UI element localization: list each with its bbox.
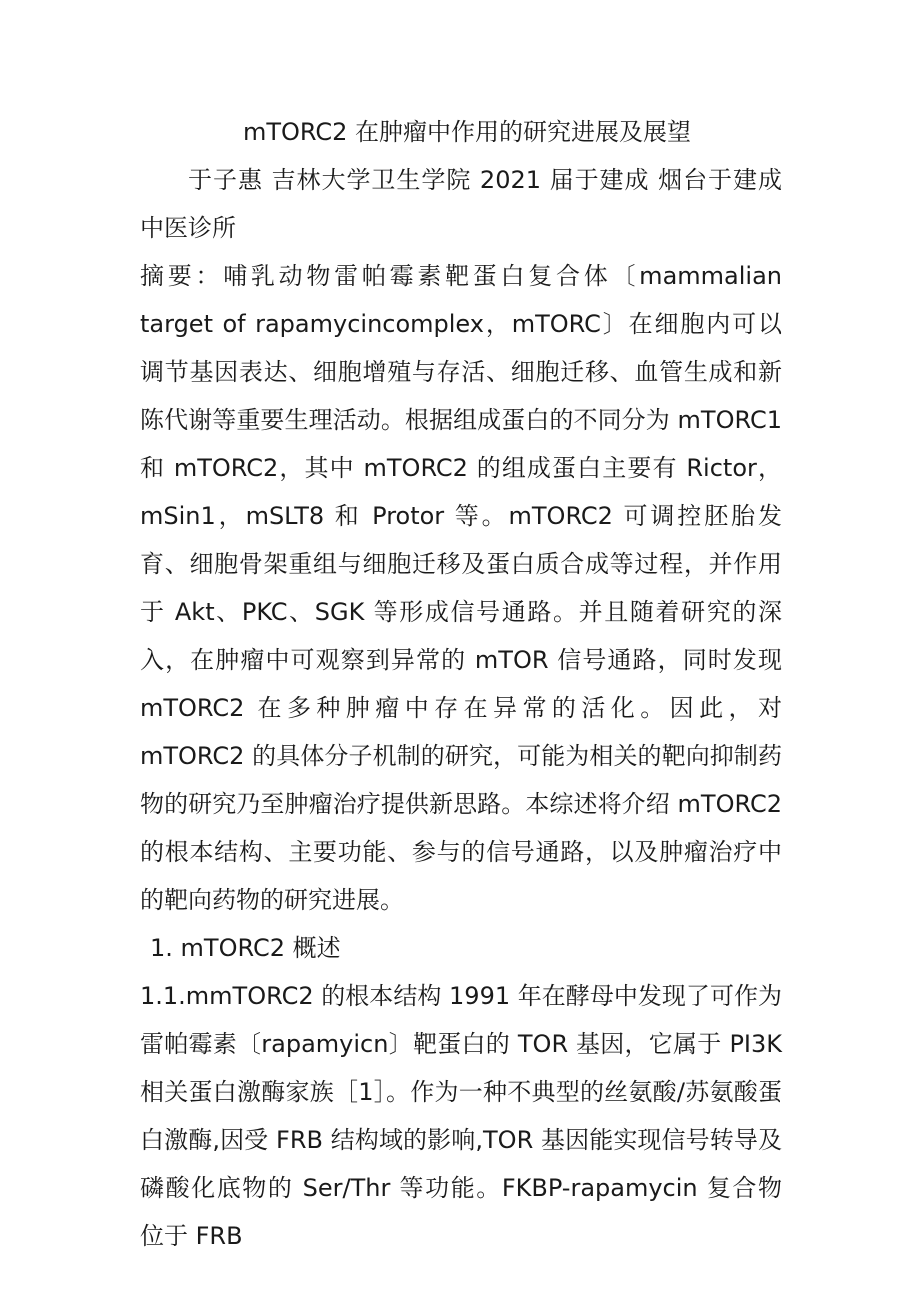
document-title: mTORC2 在肿瘤中作用的研究进展及展望 (242, 118, 692, 146)
section-heading: 1. mTORC2 概述 (150, 934, 341, 962)
document-body (140, 108, 782, 1260)
section-1-1-paragraph: 1.1.mmTORC2 的根本结构 1991 年在酵母中发现了可作为雷帕霉素〔rapamyicn〕靶蛋白的 TOR 基因，它属于 PI3K 相关蛋白激酶家族［1］。作为一种不典型的丝氨酸/苏氨酸蛋白激酶,因受 FRB 结构域的影响,TOR 基因能实现信号转导及磷酸化底物的 Ser/Thr 等功能。FKBP-rapamycin 复合物位于 FRB (140, 982, 782, 1250)
abstract-paragraph: 摘要：哺乳动物雷帕霉素靶蛋白复合体〔mammalian target of rapamycincomplex，mTORC〕在细胞内可以调节基因表达、细胞增殖与存活、细胞迁移、血管生成和新陈代谢等重要生理活动。根据组成蛋白的不同分为 mTORC1 和 mTORC2，其中 mTORC2 的组成蛋白主要有 Rictor，mSin1，mSLT8 和 Protor 等。mTORC2 可调控胚胎发育、细胞骨架重组与细胞迁移及蛋白质合成等过程，并作用于 Akt、PKC、SGK 等形成信号通路。并且随着研究的深入，在肿瘤中可观察到异常的 mTOR 信号通路，同时发现 mTORC2 在多种肿瘤中存在异常的活化。因此，对 mTORC2 的具体分子机制的研究，可能为相关的靶向抑制药物的研究乃至肿瘤治疗提供新思路。本综述将介绍 mTORC2 的根本结构、主要功能、参与的信号通路，以及肿瘤治疗中的靶向药物的研究进展。 (140, 262, 782, 914)
author-line: 于子惠 吉林大学卫生学院 2021 届于建成 烟台于建成中医诊所 (140, 166, 782, 242)
